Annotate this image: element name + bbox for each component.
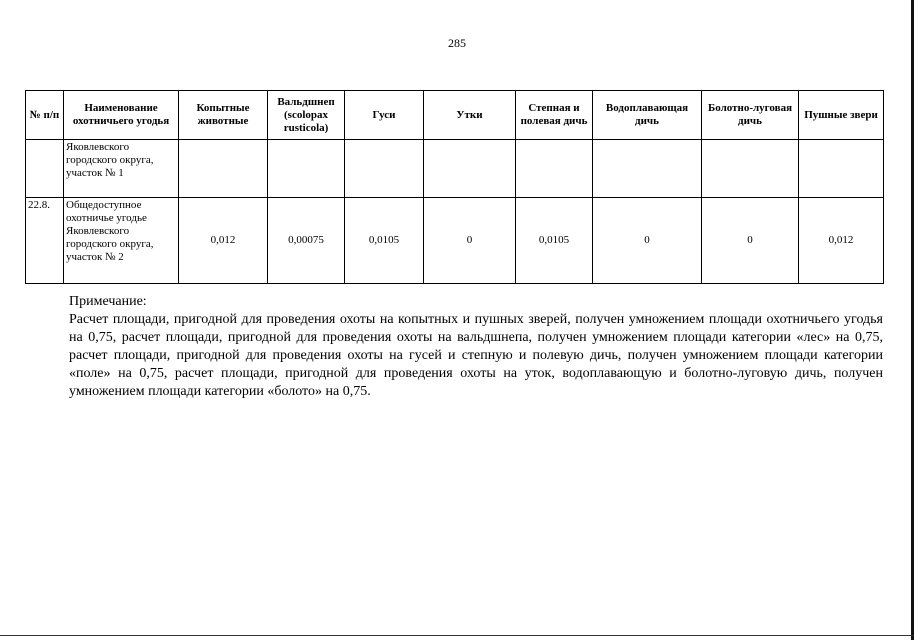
- cell-fur-animals: 0,012: [799, 198, 884, 284]
- header-fur-animals: Пушные звери: [799, 91, 884, 140]
- cell-steppe-game: [516, 140, 593, 198]
- header-geese: Гуси: [345, 91, 424, 140]
- hunting-area-table: [25, 90, 884, 284]
- cell-geese: 0,0105: [345, 198, 424, 284]
- note-text: Расчет площади, пригодной для проведения охоты на копытных и пушных зверей, получен умножением площади охотничьего угодья на 0,75, расчет площади, пригодной для проведения охоты на вальдшнепа, получен умножением площади категории «лес» на 0,75, расчет площади, пригодной для проведения охоты на гусей и степную и полевую дичь, получен умножением площади категории «поле» на 0,75, расчет площади, пригодной для проведения охоты на уток, водоплавающую и болотно-луговую дичь, получен умножением площади категории «болото» на 0,75.: [69, 312, 883, 399]
- header-waterfowl: Водоплавающая дичь: [593, 91, 702, 140]
- cell-ducks: 0: [424, 198, 516, 284]
- scan-edge-bottom: [0, 635, 914, 636]
- cell-waterfowl: [593, 140, 702, 198]
- note-title: Примечание:: [69, 294, 147, 309]
- header-ducks: Утки: [424, 91, 516, 140]
- table-row: [26, 198, 884, 284]
- cell-ungulates: [179, 140, 268, 198]
- cell-steppe-game: 0,0105: [516, 198, 593, 284]
- row-name: Общедоступное охотничье угодье Яковлевского городского округа, участок № 2: [64, 198, 179, 284]
- header-name: Наименование охотничьего угодья: [64, 91, 179, 140]
- cell-woodcock: 0,00075: [268, 198, 345, 284]
- header-marsh-game: Болотно-луговая дичь: [702, 91, 799, 140]
- note-section: [69, 293, 883, 401]
- header-num: № п/п: [26, 91, 64, 140]
- header-steppe-game: Степная и полевая дичь: [516, 91, 593, 140]
- cell-ungulates: 0,012: [179, 198, 268, 284]
- header-ungulates: Копытные животные: [179, 91, 268, 140]
- cell-fur-animals: [799, 140, 884, 198]
- page-number: 285: [448, 36, 466, 50]
- row-num: [26, 140, 64, 198]
- cell-marsh-game: 0: [702, 198, 799, 284]
- cell-waterfowl: 0: [593, 198, 702, 284]
- table-header-row: [26, 91, 884, 140]
- cell-woodcock: [268, 140, 345, 198]
- cell-ducks: [424, 140, 516, 198]
- cell-geese: [345, 140, 424, 198]
- table-row: [26, 140, 884, 198]
- row-name: Яковлевского городского округа, участок № 1: [64, 140, 179, 198]
- cell-marsh-game: [702, 140, 799, 198]
- header-woodcock: Вальдшнеп (scolopax rusticola): [268, 91, 345, 140]
- row-num: 22.8.: [26, 198, 64, 284]
